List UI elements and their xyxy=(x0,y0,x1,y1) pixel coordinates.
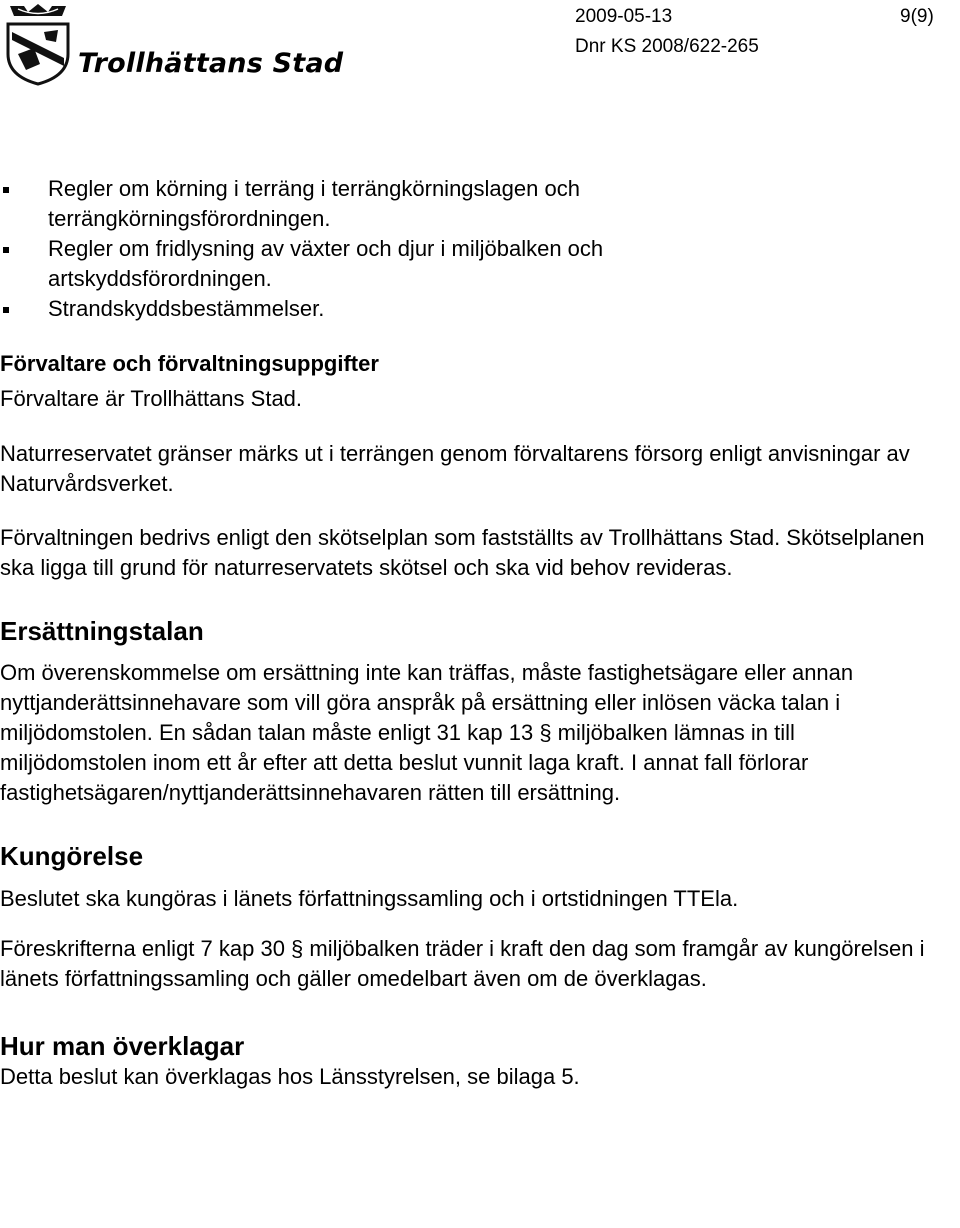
section-heading-overklaga: Hur man överklagar xyxy=(0,1031,245,1061)
list-item-text: Strandskyddsbestämmelser. xyxy=(48,296,325,321)
paragraph: Naturreservatet gränser märks ut i terrängen genom förvaltarens försorg enligt anvisningar av Naturvårdsverket. xyxy=(0,441,910,496)
rules-list xyxy=(0,174,930,324)
document-body xyxy=(0,174,930,1092)
paragraph: Om överenskommelse om ersättning inte kan träffas, måste fastighetsägare eller annan nyttjanderättsinnehavare som vill göra anspråk på ersättning eller inlösen väcka talan i miljödomstolen. En sådan talan måste enligt 31 kap 13 § miljöbalken lämnas in till miljödomstolen inom ett år efter att detta beslut vunnit laga kraft. I annat fall förlorar fastighetsägaren/nyttjanderättsinnehavaren rätten till ersättning. xyxy=(0,660,854,805)
list-item xyxy=(0,234,748,294)
section-heading-kungorelse: Kungörelse xyxy=(0,841,144,871)
square-bullet-icon xyxy=(3,247,9,253)
list-item xyxy=(0,294,930,324)
list-item-text: Regler om fridlysning av växter och djur i miljöbalken och artskyddsförordningen. xyxy=(48,236,604,291)
paragraph: Detta beslut kan överklagas hos Länsstyrelsen, se bilaga 5. xyxy=(0,1064,580,1089)
square-bullet-icon xyxy=(3,307,9,313)
brand-name: Trollhättans Stad xyxy=(78,48,344,79)
square-bullet-icon xyxy=(3,187,9,193)
paragraph: Föreskrifterna enligt 7 kap 30 § miljöbalken träder i kraft den dag som framgår av kungörelsen i länets författningssamling och gäller omedelbart även om de överklagas. xyxy=(0,936,925,991)
municipal-crest-logo xyxy=(4,2,72,86)
document-reference: Dnr KS 2008/622-265 xyxy=(575,36,759,57)
document-date: 2009-05-13 xyxy=(575,6,673,27)
page-number: 9(9) xyxy=(900,6,934,27)
list-item-text: Regler om körning i terräng i terrängkörningslagen och terrängkörningsförordningen. xyxy=(48,176,580,231)
paragraph: Förvaltare är Trollhättans Stad. xyxy=(0,386,303,411)
paragraph: Förvaltningen bedrivs enligt den skötselplan som fastställts av Trollhättans Stad. Skötselplanen ska ligga till grund för naturreservatets skötsel och ska vid behov revideras. xyxy=(0,525,925,580)
section-heading-ersattning: Ersättningstalan xyxy=(0,616,204,646)
list-item xyxy=(0,174,728,234)
section-heading-forvaltare: Förvaltare och förvaltningsuppgifter xyxy=(0,351,379,376)
page-header xyxy=(0,0,960,90)
paragraph: Beslutet ska kungöras i länets författningssamling och i ortstidningen TTEla. xyxy=(0,886,739,911)
